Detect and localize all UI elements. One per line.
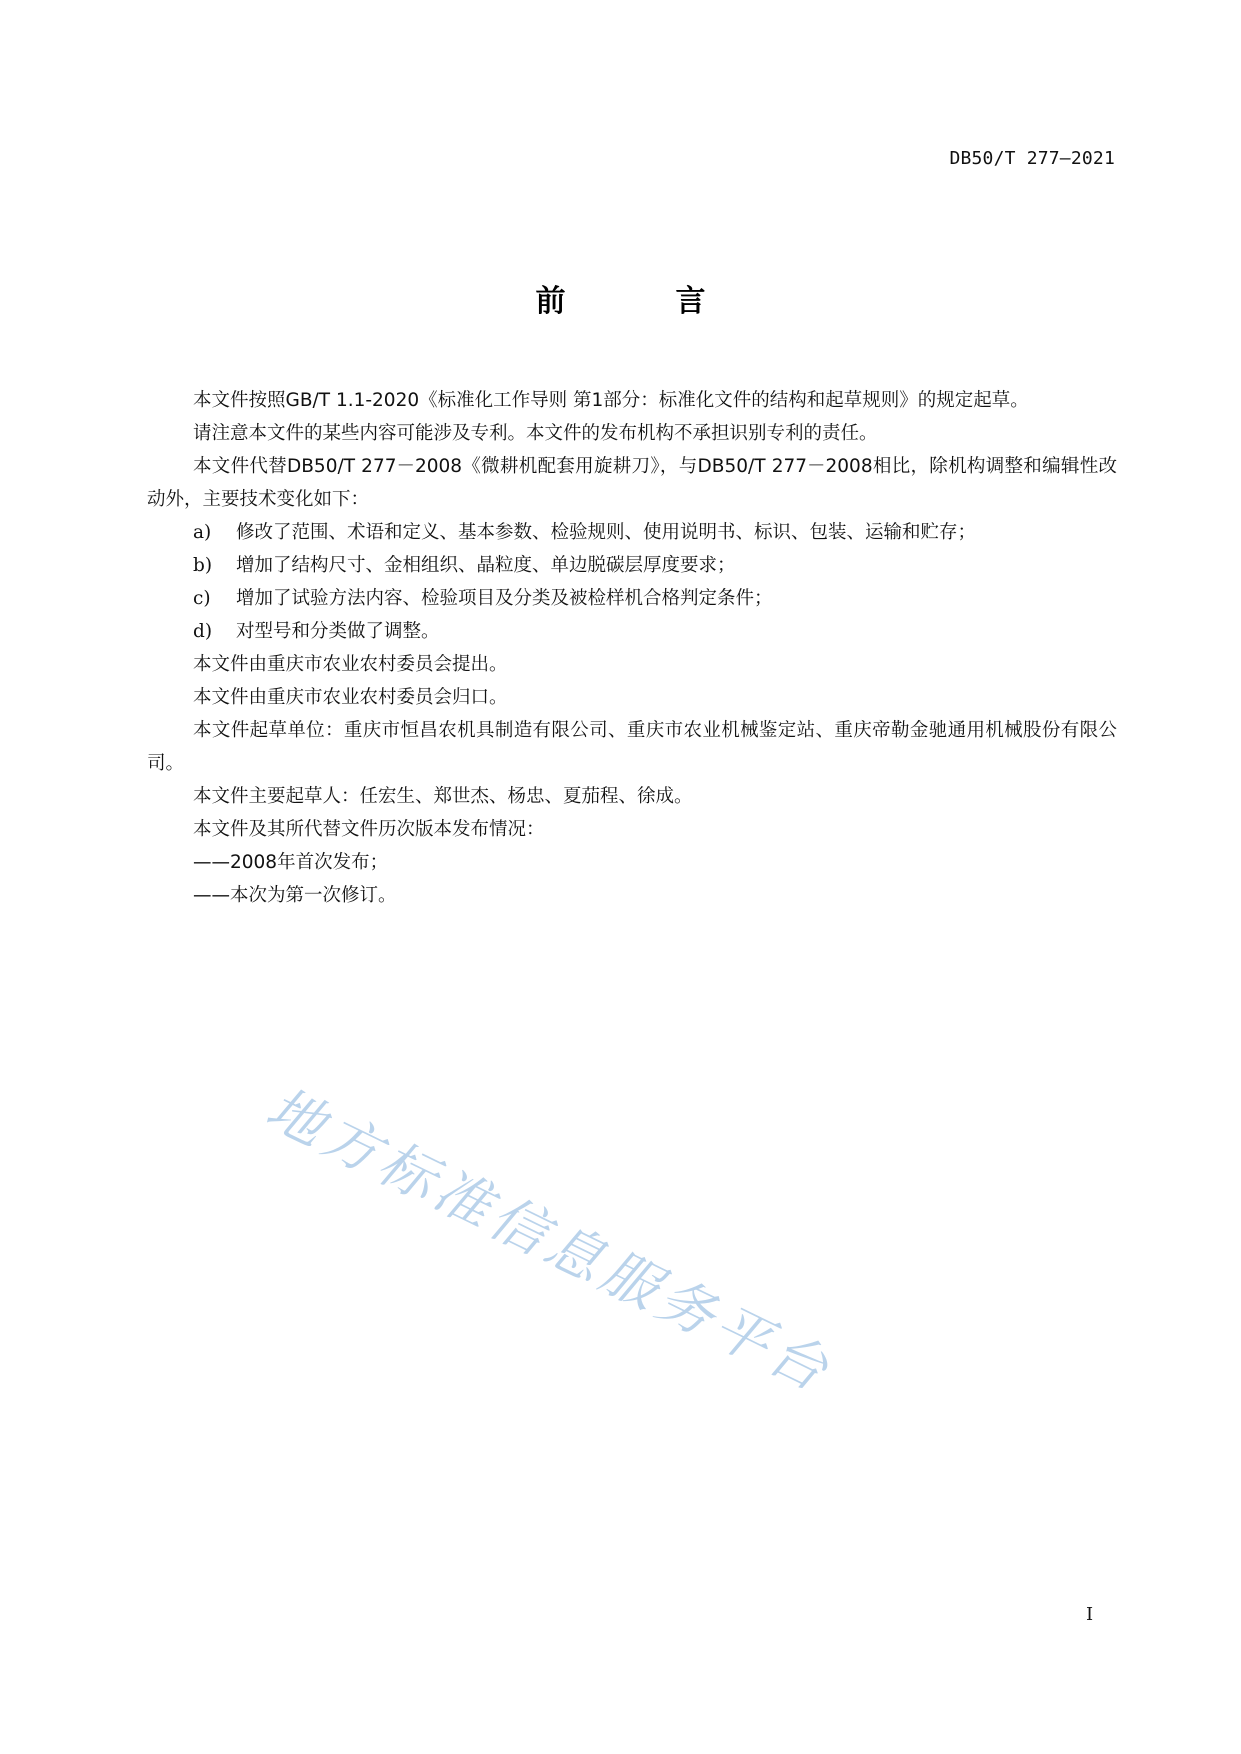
- list-item: [147, 615, 1117, 648]
- list-marker: d): [193, 621, 213, 642]
- paragraph-drafters: 本文件主要起草人：任宏生、郑世杰、杨忠、夏茄程、徐成。: [193, 786, 693, 807]
- list-item-text: 对型号和分类做了调整。: [236, 621, 440, 642]
- list-item: [147, 582, 1117, 615]
- foreword-body: [147, 384, 1117, 912]
- page-title: 前 言: [535, 284, 746, 319]
- list-marker: a): [193, 522, 212, 543]
- history-list: [147, 846, 1117, 912]
- history-item: ——2008年首次发布；: [193, 852, 389, 873]
- paragraph-drafting-units: 本文件起草单位：重庆市恒昌农机具制造有限公司、重庆市农业机械鉴定站、重庆帝勒金驰通用机械股份有限公司。: [147, 720, 1117, 774]
- paragraph-managed-by: 本文件由重庆市农业农村委员会归口。: [193, 687, 508, 708]
- list-item: [147, 549, 1117, 582]
- paragraph-history-intro: 本文件及其所代替文件历次版本发布情况：: [193, 819, 545, 840]
- list-marker: c): [193, 588, 211, 609]
- paragraph-replacement: 本文件代替DB50/T 277－2008《微耕机配套用旋耕刀》，与DB50/T 277－2008相比，除机构调整和编辑性改动外，主要技术变化如下：: [147, 456, 1117, 510]
- document-code: DB50/T 277—2021: [949, 148, 1115, 169]
- list-item-text: 修改了范围、术语和定义、基本参数、检验规则、使用说明书、标识、包装、运输和贮存；: [236, 522, 977, 543]
- list-marker: b): [193, 555, 213, 576]
- history-item: ——本次为第一次修订。: [193, 885, 397, 906]
- list-item: [147, 516, 1117, 549]
- paragraph-proposed-by: 本文件由重庆市农业农村委员会提出。: [193, 654, 508, 675]
- list-item-text: 增加了结构尺寸、金相组织、晶粒度、单边脱碳层厚度要求；: [236, 555, 736, 576]
- paragraph-standard-basis: 本文件按照GB/T 1.1-2020《标准化工作导则 第1部分：标准化文件的结构和起草规则》的规定起草。: [193, 390, 1029, 411]
- list-item-text: 增加了试验方法内容、检验项目及分类及被检样机合格判定条件；: [236, 588, 773, 609]
- watermark: 地方标准信息服务平台: [256, 1075, 842, 1406]
- page-number: I: [1086, 1604, 1094, 1625]
- paragraph-patent-notice: 请注意本文件的某些内容可能涉及专利。本文件的发布机构不承担识别专利的责任。: [193, 423, 878, 444]
- changes-list: [147, 516, 1117, 648]
